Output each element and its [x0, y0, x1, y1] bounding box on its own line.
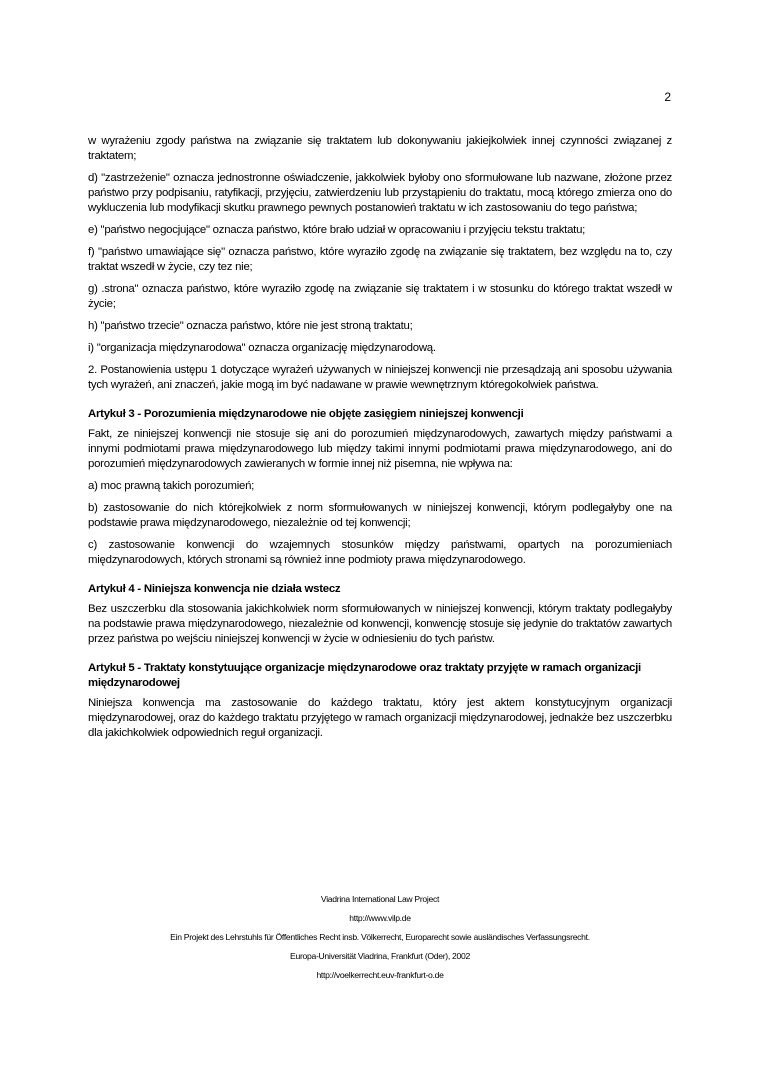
article-3-item-c: c) zastosowanie konwencji do wzajemnych stosunków między państwami, opartych na porozumieniach międzynarodowych, których stronami są również inne podmioty prawa międzynarodowego.: [88, 539, 672, 566]
article-3-item-a: a) moc prawną takich porozumień;: [88, 480, 255, 492]
footer-project-url[interactable]: http://www.vilp.de: [349, 913, 411, 923]
article-3-heading: Artykuł 3 - Porozumienia międzynarodowe nie objęte zasięgiem niniejszej konwencji: [88, 408, 524, 420]
article-3-intro: Fakt, ze niniejszej konwencji nie stosuje się ani do porozumień międzynarodowych, zawartych między państwami a innymi podmiotami prawa międzynarodowego lub między takimi innymi podmiotami prawa międzynarodowego, ani do porozumień międzynarodowych zawieranych w formie innej niż pisemna, nie wpływa na:: [88, 428, 672, 470]
definition-party: g) .strona" oznacza państwo, które wyraziło zgodę na związanie się traktatem i w stosunku do którego traktat wszedł w życie;: [88, 283, 672, 310]
definition-contracting-state: f) "państwo umawiające się" oznacza państwo, które wyraziło zgodę na związanie się traktatem, bez względu na to, czy traktat wszedł w życie, czy tez nie;: [88, 246, 672, 273]
definition-negotiating-state: e) "państwo negocjujące" oznacza państwo, które brało udział w opracowaniu i przyjęciu tekstu traktatu;: [88, 224, 586, 236]
footer-chair-description: Ein Projekt des Lehrstuhls für Öffentliches Recht insb. Völkerrecht, Europarecht sowie ausländisches Verfassungsrecht.: [170, 932, 590, 942]
page-number: 2: [664, 90, 671, 104]
footer-chair-url[interactable]: http://voelkerrecht.euv-frankfurt-o.de: [316, 970, 444, 980]
article-5-heading: Artykuł 5 - Traktaty konstytuujące organizacje międzynarodowe oraz traktaty przyjęte w ramach organizacji międzynarodowej: [88, 662, 641, 689]
article-3-item-b: b) zastosowanie do nich którejkolwiek z norm sformułowanych w niniejszej konwencji, którym podlegałyby one na podstawie prawa międzynarodowego, niezależnie od tej konwencji;: [88, 502, 672, 529]
page-footer: [0, 890, 760, 985]
article-4-heading: Artykuł 4 - Niniejsza konwencja nie działa wstecz: [88, 583, 341, 595]
article-4-body: Bez uszczerbku dla stosowania jakichkolwiek norm sformułowanych w niniejszej konwencji, którym traktaty podlegałyby na podstawie prawa międzynarodowego, niezależnie od konwencji, konwencję stosuje się jedynie do traktatów zawartych przez państwa po wejściu niniejszej konwencji w życie w odniesieniu do tych państw.: [88, 603, 672, 645]
article-5-body: Niniejsza konwencja ma zastosowanie do każdego traktatu, który jest aktem konstytucyjnym organizacji międzynarodowej, oraz do każdego traktatu przyjętego w ramach organizacji międzynarodowej, jednakże bez uszczerbku dla jakichkolwiek odpowiednich reguł organizacji.: [88, 697, 672, 739]
document-body: [88, 134, 672, 748]
paragraph-use-of-terms: 2. Postanowienia ustępu 1 dotyczące wyrażeń używanych w niniejszej konwencji nie przesądzają ani sposobu używania tych wyrażeń, ani znaczeń, jakie mogą im być nadawane w prawie wewnętrznym któregokolwiek państwa.: [88, 364, 672, 391]
definition-international-organization: i) "organizacja międzynarodowa" oznacza organizację międzynarodową.: [88, 342, 436, 354]
definition-third-state: h) "państwo trzecie" oznacza państwo, które nie jest stroną traktatu;: [88, 320, 413, 332]
footer-project-name: Viadrina International Law Project: [320, 894, 440, 904]
paragraph-consent-continuation: w wyrażeniu zgody państwa na związanie się traktatem lub dokonywaniu jakiejkolwiek innej czynności związanej z traktatem;: [88, 135, 672, 162]
definition-reservation: d) "zastrzeżenie" oznacza jednostronne oświadczenie, jakkolwiek byłoby ono sformułowane lub nazwane, złożone przez państwo przy podpisaniu, ratyfikacji, przyjęciu, zatwierdzeniu lub przystąpieniu do traktatu, mocą którego zmierza ono do wykluczenia lub modyfikacji skutku prawnego pewnych postanowień traktatu w ich zastosowaniu do tego państwa;: [88, 172, 672, 214]
footer-university: Europa-Universität Viadrina, Frankfurt (Oder), 2002: [290, 951, 470, 961]
